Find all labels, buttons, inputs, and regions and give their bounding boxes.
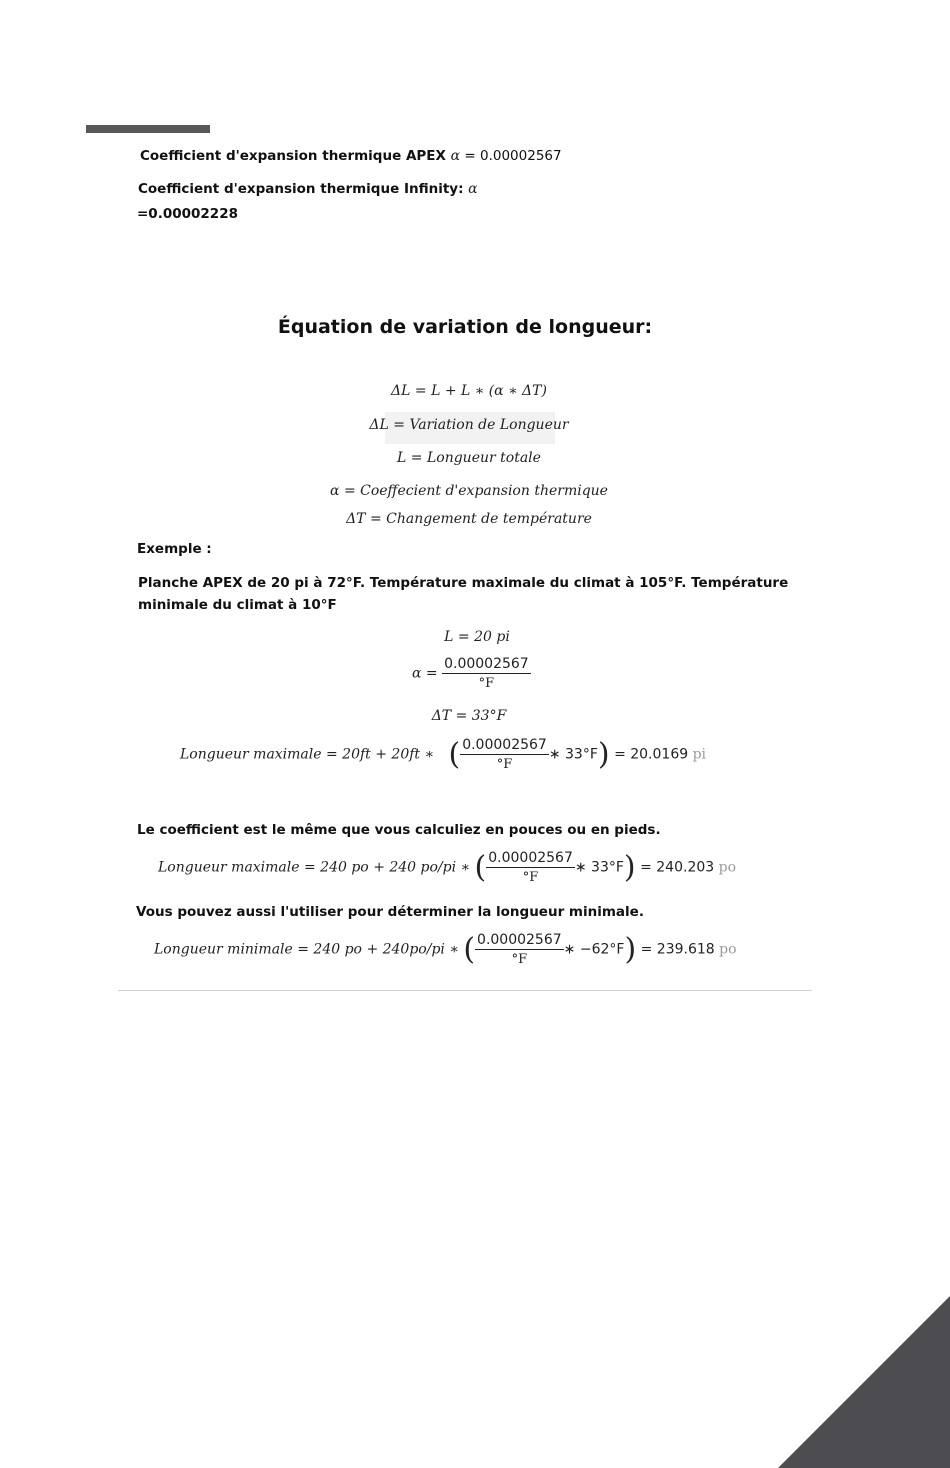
definition-alpha: α = Coeffecient d'expansion thermique — [330, 483, 608, 499]
equation-main: ΔL = L + L ∗ (α ∗ ΔT) — [391, 383, 547, 399]
max-length-inches-equation — [158, 850, 736, 885]
apex-alpha-symbol: α — [450, 148, 461, 164]
min-length-inches-denominator: °F — [511, 952, 528, 967]
min-length-inches-multiplier: ∗ −62°F — [563, 941, 625, 958]
min-length-inches-fraction — [475, 932, 564, 967]
example-alpha-numerator: 0.00002567 — [444, 656, 529, 672]
example-length-value: L = 20 pi — [444, 629, 510, 645]
max-length-feet-unit: pi — [692, 746, 707, 763]
minimum-length-note: Vous pouvez aussi l'utiliser pour déterminer la longueur minimale. — [136, 904, 644, 920]
max-length-feet-fraction — [460, 737, 549, 772]
example-alpha-lhs: α = — [412, 665, 438, 682]
max-length-inches-fraction — [486, 850, 575, 885]
apex-coefficient-label: Coefficient d'expansion thermique APEX — [140, 148, 451, 164]
example-delta-t-value: ΔT = 33°F — [431, 708, 507, 724]
apex-coefficient-value: = 0.00002567 — [460, 148, 562, 164]
max-length-feet-multiplier: ∗ 33°F — [548, 746, 598, 763]
max-length-feet-lhs: Longueur maximale = 20ft + 20ft ∗ — [180, 746, 435, 763]
section-divider — [118, 990, 812, 991]
infinity-coefficient-label: Coefficient d'expansion thermique Infinity: — [138, 181, 469, 197]
min-length-inches-unit: po — [719, 941, 737, 958]
max-length-inches-unit: po — [718, 859, 737, 876]
max-length-feet-equation — [180, 737, 706, 772]
open-paren: ( — [463, 931, 476, 967]
section-title: Équation de variation de longueur: — [277, 316, 653, 338]
example-problem-line-2: minimale du climat à 10°F — [138, 597, 337, 613]
max-length-feet-denominator: °F — [496, 757, 513, 772]
decorative-corner-triangle — [778, 1296, 950, 1468]
definition-l: L = Longueur totale — [397, 450, 541, 466]
example-alpha-equation — [412, 656, 531, 691]
definition-delta-t: ΔT = Changement de température — [346, 511, 592, 527]
max-length-feet-numerator: 0.00002567 — [462, 737, 547, 753]
max-length-inches-multiplier: ∗ 33°F — [574, 859, 624, 876]
min-length-inches-lhs: Longueur minimale = 240 po + 240po/pi ∗ — [154, 941, 459, 958]
infinity-coefficient-line — [138, 181, 478, 197]
infinity-coefficient-value: =0.00002228 — [137, 206, 238, 222]
open-paren: ( — [474, 849, 487, 885]
decorative-accent-bar — [86, 125, 210, 133]
max-length-inches-numerator: 0.00002567 — [488, 850, 573, 866]
inches-note: Le coefficient est le même que vous calculiez en pouces ou en pieds. — [137, 822, 661, 838]
example-alpha-denominator: °F — [478, 676, 495, 691]
close-paren: ) — [597, 736, 610, 772]
apex-coefficient-line — [140, 148, 562, 164]
max-length-inches-denominator: °F — [522, 870, 539, 885]
open-paren: ( — [448, 736, 461, 772]
min-length-inches-numerator: 0.00002567 — [477, 932, 562, 948]
min-length-inches-equation — [154, 932, 737, 967]
close-paren: ) — [624, 931, 637, 967]
infinity-alpha-symbol: α — [468, 181, 478, 197]
max-length-inches-lhs: Longueur maximale = 240 po + 240 po/pi ∗ — [158, 859, 471, 876]
example-problem-line-1: Planche APEX de 20 pi à 72°F. Température maximale du climat à 105°F. Température — [138, 575, 789, 591]
min-length-inches-result: = 239.618 — [640, 941, 715, 958]
definition-delta-l: ΔL = Variation de Longueur — [369, 417, 569, 433]
max-length-inches-result: = 240.203 — [640, 859, 715, 876]
max-length-feet-result: = 20.0169 — [614, 746, 689, 763]
example-alpha-fraction — [442, 656, 531, 691]
close-paren: ) — [623, 849, 636, 885]
example-heading: Exemple : — [137, 541, 212, 557]
